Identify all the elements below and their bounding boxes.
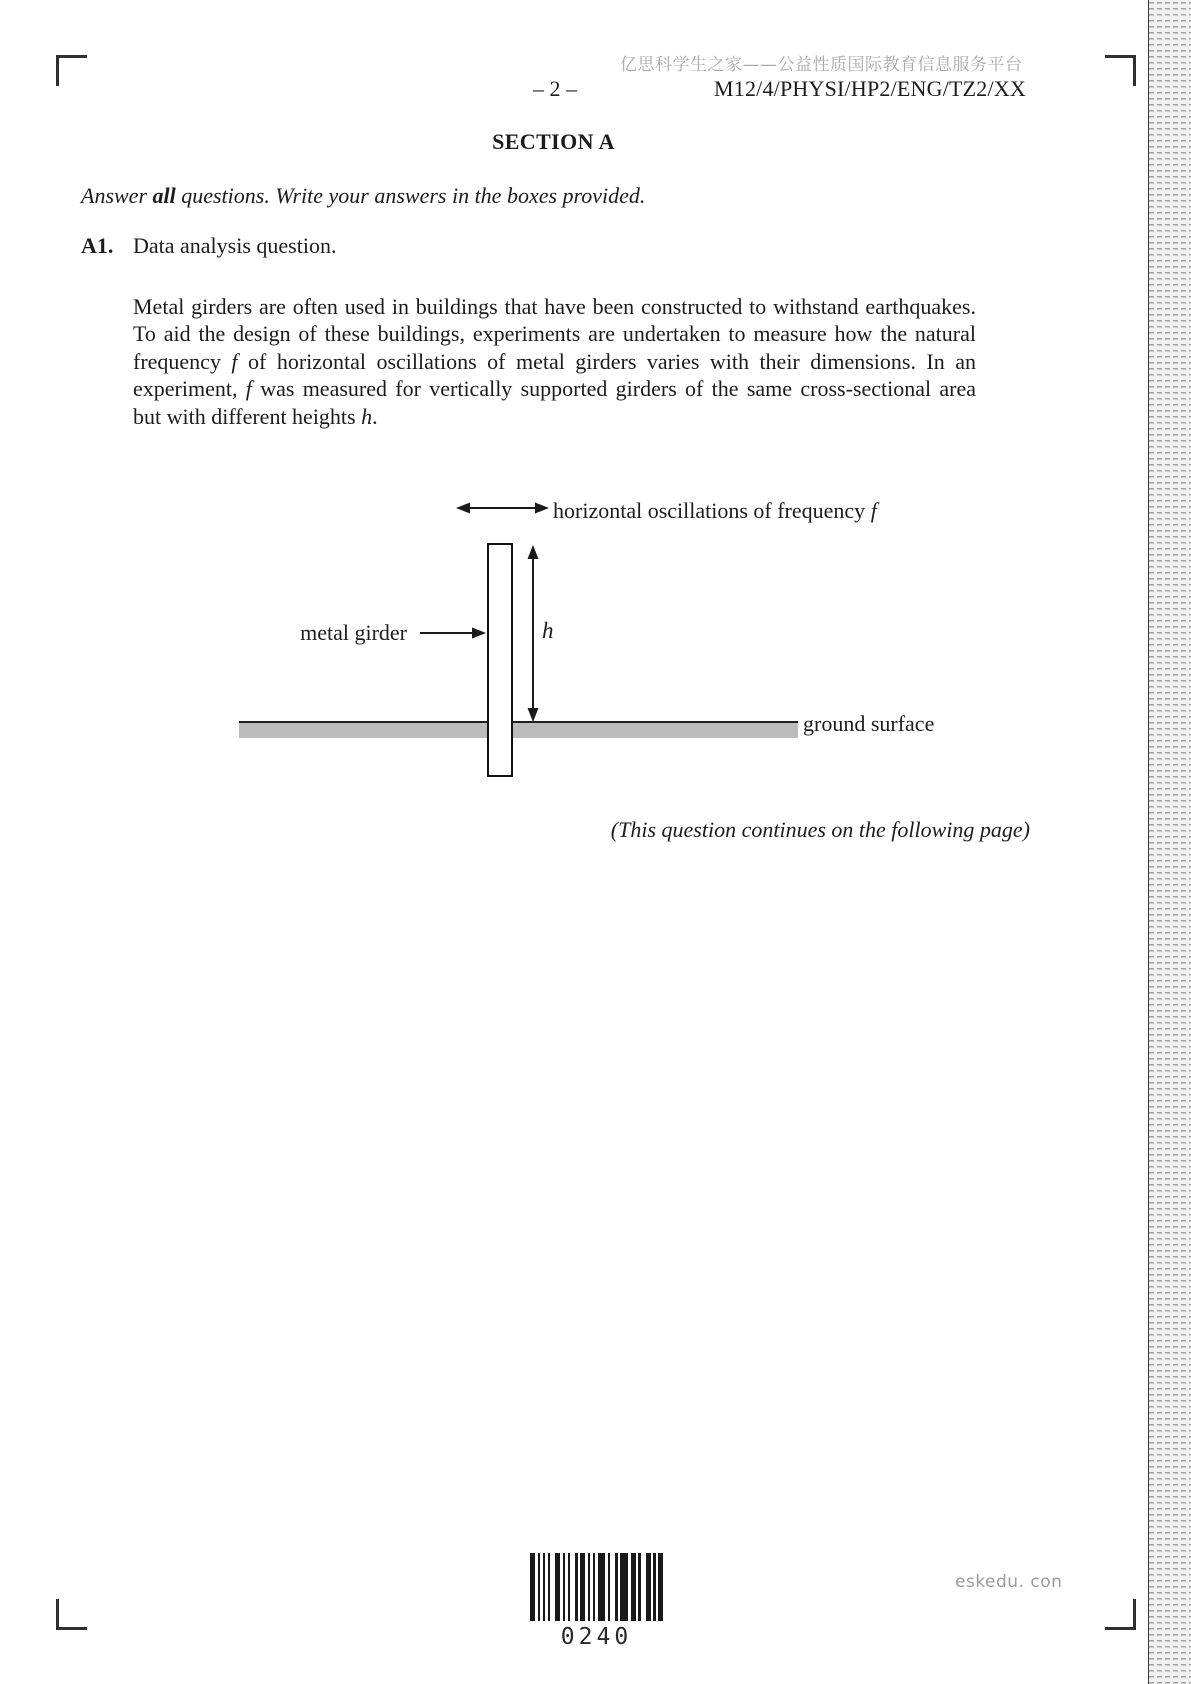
barcode-number: 0240 [560,1624,633,1650]
barcode [530,1553,663,1621]
crop-mark-bottom-left [56,1599,87,1630]
metal-girder-shape [487,543,513,777]
question-body-text: was measured for vertically supported girders of the same cross-sectional area but with different heights [133,376,976,429]
page-number: – 2 – [533,76,577,101]
chinese-watermark: 亿思科学生之家——公益性质国际教育信息服务平台 [620,55,1023,75]
pointer-arrow-icon [420,628,486,639]
instructions-post: questions. Write your answers in the boxes provided. [175,183,646,208]
height-h-label: h [542,618,554,643]
crop-mark-top-right [1105,55,1136,86]
section-title: SECTION A [492,129,615,154]
barcode-bar [598,1553,606,1621]
metal-girder-label: metal girder [300,620,407,645]
oscillation-label [553,498,877,524]
page-edge-texture-strip [1148,0,1191,1684]
crop-mark-bottom-right [1105,1599,1136,1630]
ground-surface-band [239,721,798,738]
question-title: Data analysis question. [133,233,337,258]
barcode-bars [530,1553,663,1621]
question-body-text: Metal girders are often used in buildings that have been constructed to withstand earthquakes. To aid the design of these buildings, experiments are undertaken to measure how the natural frequency [133,294,976,374]
double-arrow-vertical-icon [528,545,539,722]
instructions-line [81,183,645,209]
variable-f: f [245,376,252,402]
instructions-pre: Answer [81,183,153,208]
question-number: A1. [81,233,114,258]
variable-h: h [361,403,373,429]
barcode-bar [620,1553,628,1621]
site-watermark: eskedu. con [955,1572,1063,1592]
ground-surface-label: ground surface [803,711,935,736]
instructions-bold-all: all [152,183,176,208]
continuation-note: (This question continues on the following page) [610,817,1030,842]
double-arrow-horizontal-icon [456,503,549,514]
crop-mark-top-left [56,55,87,86]
question-body [133,293,976,430]
barcode-bar [658,1553,663,1621]
variable-f: f [870,498,877,523]
question-body-text: . [372,403,378,429]
question-body-text: of horizontal oscillations of metal girders varies with their dimensions. In an experiment, [133,348,976,402]
oscillation-label-text: horizontal oscillations of frequency [553,498,871,523]
exam-code: M12/4/PHYSI/HP2/ENG/TZ2/XX [714,76,1026,101]
variable-f: f [231,348,238,374]
